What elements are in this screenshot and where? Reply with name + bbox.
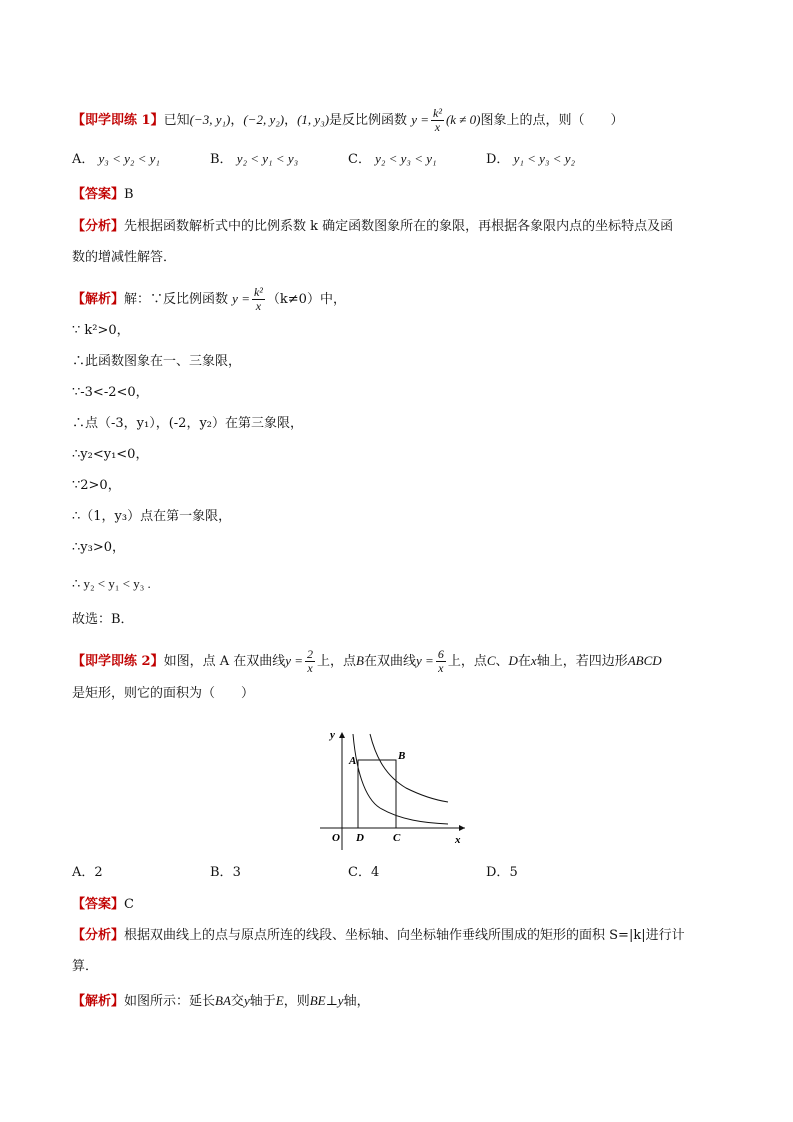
option-letter: D． [486,152,510,167]
ex1-func-den: x [434,120,441,134]
ex1-step-4: ∴点（-3，y₁），(-2，y₂）在第三象限， [72,416,304,431]
ex2-option-a [72,864,210,882]
hyperbola-curve-6x [370,734,448,802]
figure-label-b: B [398,750,406,762]
option-letter: A． [72,865,95,880]
option-letter: B． [210,865,233,880]
ex2-question-line2: 是矩形，则它的面积为（ ） [72,686,255,701]
figure-label-a: A [349,755,357,767]
ex2-point-d: D [508,653,518,668]
hyperbola-curve-2x [353,734,448,824]
option-value: 2 [94,865,103,880]
figure-label-d: D [356,832,364,844]
fraction-num: 6 [437,647,444,661]
ex1-solution-func-lhs: y = [232,291,250,306]
option-letter: D． [486,865,510,880]
ex2-point-c: C [486,653,496,668]
ex2-option-b [210,864,348,882]
option-letter: C． [348,865,371,880]
ex2-analysis-tag: 【分析】 [72,928,125,943]
ex1-stem-a: 已知 [163,113,190,128]
ex2-options [72,864,624,882]
ex2-solution-i: 轴， [343,994,370,1009]
option-value: 4 [370,865,380,880]
ex1-func-num: k² [433,106,442,120]
ex2-stem-c3: 、 [495,654,509,669]
ex2-answer-tag: 【答案】 [72,897,125,912]
option-expr: y₃ < y₂ < y₁ [98,151,160,166]
ex1-solution-func-fraction [252,286,265,313]
ex1-analysis-text-1: 先根据函数解析式中的比例系数 k 确定函数图象所在的象限，再根据各象限内点的坐标特点及函 [124,219,674,234]
x-axis-arrow [459,825,465,831]
ex2-stem-c5: 在 [517,654,531,669]
ex1-answer-tag: 【答案】 [72,187,125,202]
ex1-option-b [210,150,348,169]
ex2-f2-fraction [436,648,446,675]
ex1-stem-c: 图象上的点，则（ ） [480,113,624,128]
ex1-option-d [486,150,624,169]
ex2-stem-b3: 在双曲线 [364,654,417,669]
ex1-step-7: ∴（1，y₃）点在第一象限， [72,509,232,524]
ex2-solution-g: ，则 [283,994,310,1009]
figure-label-c: C [393,832,401,844]
ex1-answer-value: B [124,187,134,202]
ex1-analysis-tag: 【分析】 [72,219,125,234]
ex1-question: 【即学即练 1】已知(−3, y₁)，(−2, y₂)，(1, y₃)是反比例函数 y = $\frac{\text{k²}}{x}$ (k ≠ 0)图象上的点，则（ ） [72,106,624,134]
ex1-step-6: ∵2>0， [72,478,121,493]
ex1-func-fraction [431,107,444,134]
ex2-question [72,648,662,675]
fraction-den: x [307,661,313,675]
ex2-stem-b: 上，点 [317,654,357,669]
ex2-point-b: B [356,653,364,668]
ex1-step-2: ∴此函数图象在一、三象限， [72,354,242,369]
ex2-answer [72,896,134,914]
ex2-f2-lhs: y = [416,653,434,668]
ex2-stem-c: 上，点 [447,654,487,669]
ex2-solution-y: y [243,993,250,1008]
ex2-analysis-2: 算． [72,959,99,974]
ex1-step-1: ∵ k²>0， [72,323,130,338]
ex2-stem-a: 如图，点 A 在双曲线 [163,654,286,669]
ex2-option-c [348,864,486,882]
figure-label-y: y [330,729,335,741]
figure-label-x: x [455,834,461,846]
ex2-axis-x: x [530,653,537,668]
ex2-solution-e: 轴于 [249,994,276,1009]
ex2-solution [72,992,370,1011]
ex1-analysis-2 [72,249,176,267]
fraction-num: k² [253,285,263,299]
ex2-f1-lhs: y = [285,653,304,668]
ex2-option-d [486,864,624,882]
ex1-step-9: ∴ y₂ < y₁ < y₃ . [72,576,151,591]
ex2-answer-value: C [124,897,134,912]
ex1-analysis-text-2: 数的增减性解答． [72,250,177,265]
ex1-answer [72,186,134,204]
option-expr: y₂ < y₁ < y₃ [236,151,299,166]
option-value: 3 [232,865,241,880]
ex2-quad: ABCD [627,653,662,668]
option-letter: C． [348,152,371,167]
hyperbola-figure [320,728,470,850]
y-axis-arrow [339,732,345,738]
ex1-analysis-1 [72,218,673,236]
ex1-conclusion: 故选：B． [72,612,134,627]
ex1-tag: 【即学即练 1】 [72,113,164,128]
ex1-solution-head-b: （k≠0）中， [266,292,346,307]
ex1-func-cond: (k ≠ 0) [445,112,481,127]
ex1-step-8: ∴y₃>0， [72,540,125,555]
ex1-options [72,150,624,169]
ex1-option-c [348,150,486,169]
ex2-solution-perp: BE⊥y [309,993,344,1008]
ex2-solution-c: 交 [230,994,244,1009]
ex1-point-3: (1, y₃) [297,112,330,127]
ex2-solution-ba: BA [215,993,231,1008]
ex1-func-lhs: y = [411,112,429,127]
ex2-solution-a: 如图所示：延长 [124,994,216,1009]
ex2-stem-c7: 轴上，若四边形 [536,654,628,669]
ex1-point-1: (−3, y₁) [189,112,231,127]
fraction-den: x [255,299,262,313]
option-expr: y₂ < y₃ < y₁ [375,151,437,166]
ex2-analysis-text-1: 根据双曲线上的点与原点所连的线段、坐标轴、向坐标轴作垂线所围成的矩形的面积 S=|k|进行计 [124,928,685,943]
fraction-den: x [438,661,444,675]
ex2-solution-tag: 【解析】 [72,994,125,1009]
ex2-solution-point-e: E [275,993,284,1008]
option-value: 5 [509,865,518,880]
ex2-analysis-1 [72,927,685,945]
ex1-stem-b: 是反比例函数 [329,113,408,128]
ex1-step-5: ∴y₂<y₁<0， [72,447,149,462]
ex1-step-3: ∵-3<-2<0， [72,385,149,400]
option-expr: y₁ < y₃ < y₂ [513,151,575,166]
figure-label-o: O [332,832,340,844]
ex1-point-2: (−2, y₂) [243,112,285,127]
fraction-num: 2 [307,647,314,661]
ex1-option-a [72,150,210,169]
ex2-f1-fraction [305,648,315,675]
ex1-solution-head-a: 解：∵反比例函数 [124,292,229,307]
option-letter: B． [210,152,233,167]
ex1-solution-head [72,286,346,313]
ex1-solution-tag: 【解析】 [72,292,125,307]
rectangle-abcd [358,760,396,828]
option-letter: A． [72,152,95,167]
ex2-tag: 【即学即练 2】 [72,654,164,669]
